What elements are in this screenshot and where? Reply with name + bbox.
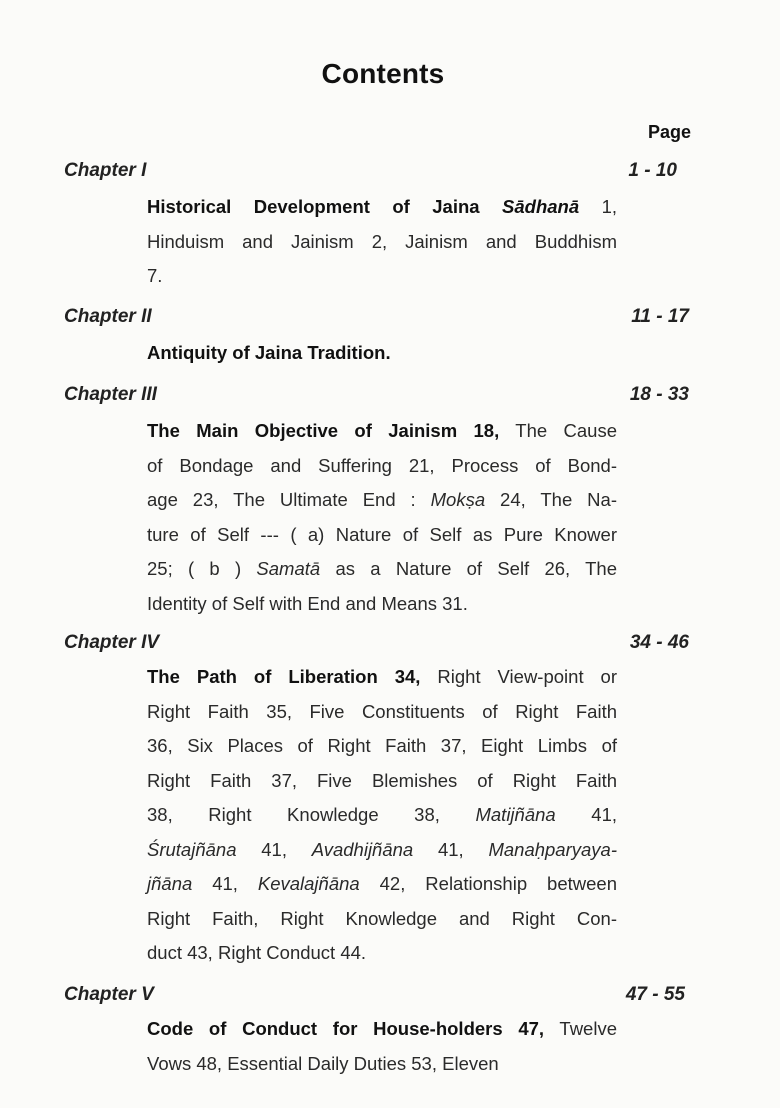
entry-text: Hinduism and Jainism 2, Jainism and Buddhism <box>147 230 617 252</box>
chapter-heading-1 <box>64 160 689 182</box>
entry-line <box>147 587 617 622</box>
entry-line <box>147 414 617 449</box>
chapter-page-range: 11 - 17 <box>631 306 689 327</box>
entry-line <box>147 936 617 971</box>
chapter-page-range: 47 - 55 <box>625 984 685 1005</box>
chapter-page-range: 18 - 33 <box>629 384 689 405</box>
entry-line <box>147 518 617 553</box>
entry-text: The Main Objective of Jainism 18, <box>147 420 500 441</box>
entry-text: ture of Self --- ( a) Nature of Self as Pure Knower <box>147 523 617 545</box>
entry-line <box>147 190 617 225</box>
entry-text: duct 43, Right Conduct 44. <box>147 942 367 963</box>
entry-line <box>147 225 617 260</box>
entry-text: Śrutajñāna <box>147 838 237 860</box>
entry-text: 41, <box>555 804 617 825</box>
entry-line <box>147 259 617 294</box>
entry-text: 41, <box>236 838 312 860</box>
entry-text: 42, Relationship between <box>359 873 617 894</box>
entry-text: Sādhanā <box>502 196 580 217</box>
entry-text: age 23, The Ultimate End : <box>147 489 431 510</box>
entry-text: 41, <box>192 873 258 894</box>
chapter-entry-5 <box>147 1012 617 1081</box>
entry-line <box>147 660 617 695</box>
chapter-heading-3 <box>64 384 689 406</box>
entry-line <box>147 336 617 371</box>
entry-text: Matijñāna <box>475 804 556 825</box>
entry-text: Antiquity of Jaina Tradition. <box>147 342 391 363</box>
entry-line <box>147 1047 617 1082</box>
entry-line <box>147 729 617 764</box>
entry-text: 7. <box>147 265 163 286</box>
chapter-label: Chapter II <box>64 306 152 327</box>
chapter-heading-2 <box>64 306 689 328</box>
entry-text: of Bondage and Suffering 21, Process of Bond- <box>147 454 617 476</box>
entry-text: 24, The Na- <box>485 489 617 510</box>
entry-text: Historical Development of Jaina <box>147 196 503 217</box>
entry-line <box>147 552 617 587</box>
entry-line <box>147 833 617 868</box>
entry-text: 41, <box>413 838 489 860</box>
entry-line <box>147 695 617 730</box>
chapter-page-range: 1 - 10 <box>628 160 677 181</box>
entry-text: Right Faith 37, Five Blemishes of Right Faith <box>147 769 617 791</box>
entry-text: Twelve <box>544 1018 617 1039</box>
chapter-heading-5 <box>64 984 689 1006</box>
chapter-label: Chapter IV <box>64 632 160 653</box>
chapter-label: Chapter I <box>64 160 147 181</box>
entry-text: The Cause <box>499 420 617 441</box>
page-column-label: Page <box>648 122 692 142</box>
entry-line <box>147 798 617 833</box>
entry-text: Code of Conduct for House-holders 47, <box>147 1018 545 1039</box>
entry-text: Identity of Self with End and Means 31. <box>147 592 468 614</box>
chapter-entry-4 <box>147 660 617 971</box>
entry-text: jñāna <box>147 873 193 894</box>
chapter-label: Chapter III <box>64 384 157 405</box>
entry-line <box>147 867 617 902</box>
entry-text: Right View-point or <box>420 666 617 687</box>
entry-text: Avadhijñāna <box>311 838 414 860</box>
entry-text: Manaḥparyaya- <box>488 838 617 860</box>
entry-text: Mokṣa <box>430 489 486 510</box>
entry-text: Samatā <box>256 558 321 579</box>
entry-text: 1, <box>579 196 617 217</box>
entry-text: Kevalajñāna <box>257 873 360 894</box>
chapter-entry-1 <box>147 190 617 294</box>
chapter-page-range: 34 - 46 <box>629 632 689 653</box>
chapter-entry-3 <box>147 414 617 621</box>
entry-text: 25; ( b ) <box>147 558 257 579</box>
entry-text: The Path of Liberation 34, <box>147 666 421 687</box>
entry-line <box>147 902 617 937</box>
entry-text: Right Faith, Right Knowledge and Right Con- <box>147 907 617 929</box>
entry-text: as a Nature of Self 26, The <box>320 558 618 579</box>
chapter-label: Chapter V <box>64 984 154 1005</box>
entry-line <box>147 1012 617 1047</box>
entry-line <box>147 483 617 518</box>
entry-text: Right Faith 35, Five Constituents of Right Faith <box>147 700 617 722</box>
entry-line <box>147 449 617 484</box>
entry-text: 36, Six Places of Right Faith 37, Eight Limbs of <box>147 735 617 756</box>
chapter-heading-4 <box>64 632 689 654</box>
entry-line <box>147 764 617 799</box>
page-title: Contents <box>321 58 445 89</box>
entry-text: 38, Right Knowledge 38, <box>147 804 476 825</box>
entry-text: Vows 48, Essential Daily Duties 53, Eleven <box>147 1052 499 1074</box>
chapter-entry-2 <box>147 336 617 371</box>
